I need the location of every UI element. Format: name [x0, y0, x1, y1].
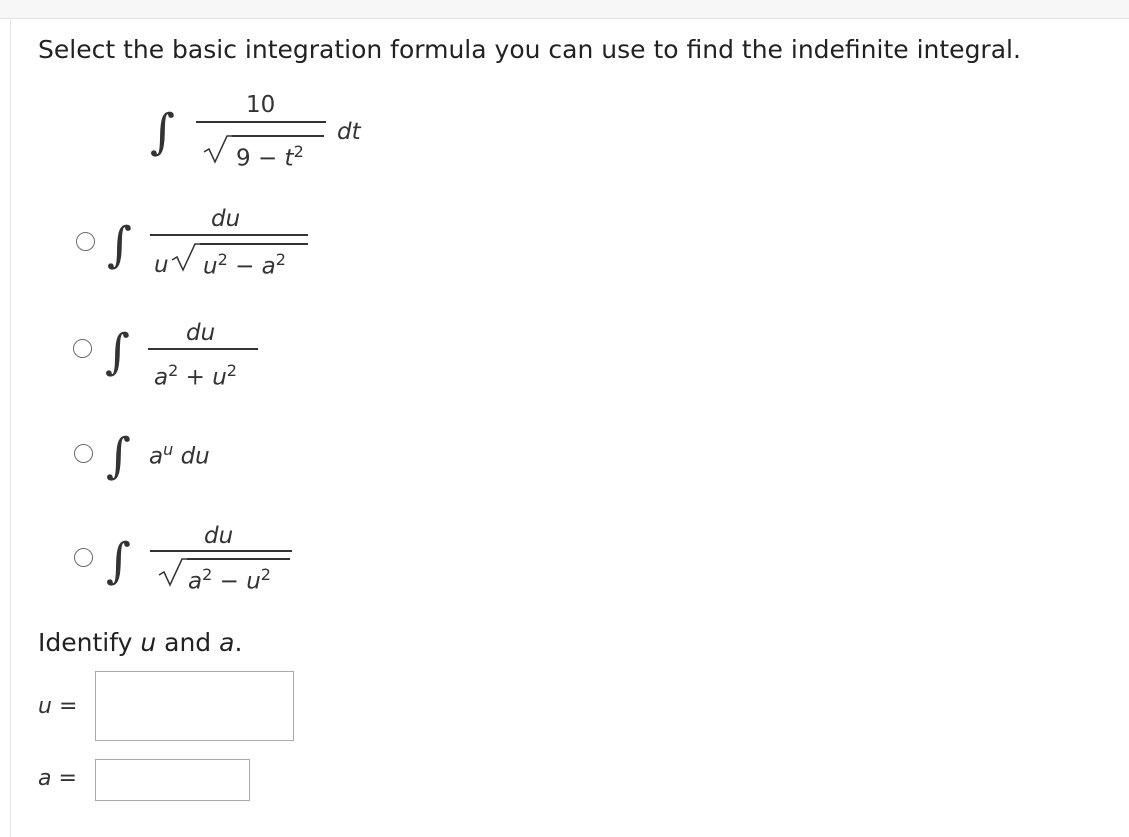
integral-numerator: 10: [246, 92, 276, 118]
sqrt-icon: [203, 134, 233, 166]
sqrt-icon: [158, 557, 188, 589]
left-border: [10, 18, 11, 837]
radio-option-4[interactable]: [74, 548, 93, 567]
a-label: a =: [38, 766, 77, 791]
option-2-numerator: du: [186, 320, 216, 346]
u-answer-input[interactable]: [95, 671, 294, 741]
sqrt-icon: [171, 242, 201, 274]
u-label: u =: [38, 694, 78, 719]
integral-differential: dt: [337, 119, 361, 145]
radical-bar: [232, 135, 324, 137]
option-3-integrand: $a^u$ du: [149, 440, 210, 470]
radio-option-2[interactable]: [73, 339, 92, 358]
fraction-bar: [196, 121, 326, 123]
integral-sign: ∫: [105, 324, 131, 380]
option-4-radicand: $a^2 - u^2$: [188, 565, 271, 595]
option-2-denominator: $a^2 + u^2$: [154, 361, 237, 391]
fraction-bar: [150, 234, 308, 236]
radio-option-1[interactable]: [76, 232, 95, 251]
integral-sign: ∫: [107, 217, 133, 273]
question-text: Select the basic integration formula you can use to find the indefinite integral.: [38, 35, 1021, 64]
integral-sign: ∫: [106, 533, 132, 589]
option-1-radicand: $u^2 - a^2$: [203, 250, 286, 280]
radio-option-3[interactable]: [74, 444, 93, 463]
fraction-bar: [148, 348, 258, 350]
radical-bar: [200, 243, 308, 245]
integral-sign: ∫: [150, 104, 176, 160]
option-4-numerator: du: [204, 523, 234, 549]
fraction-bar: [150, 550, 292, 552]
option-1-u: u: [154, 252, 169, 278]
integral-sign: ∫: [106, 428, 132, 484]
a-answer-input[interactable]: [95, 759, 250, 801]
integral-denominator: $9 - t^2$: [236, 142, 304, 172]
option-1-numerator: du: [211, 206, 241, 232]
top-bar: [0, 0, 1129, 19]
radical-bar: [187, 558, 290, 560]
identify-prompt: Identify u and a.: [38, 628, 243, 657]
